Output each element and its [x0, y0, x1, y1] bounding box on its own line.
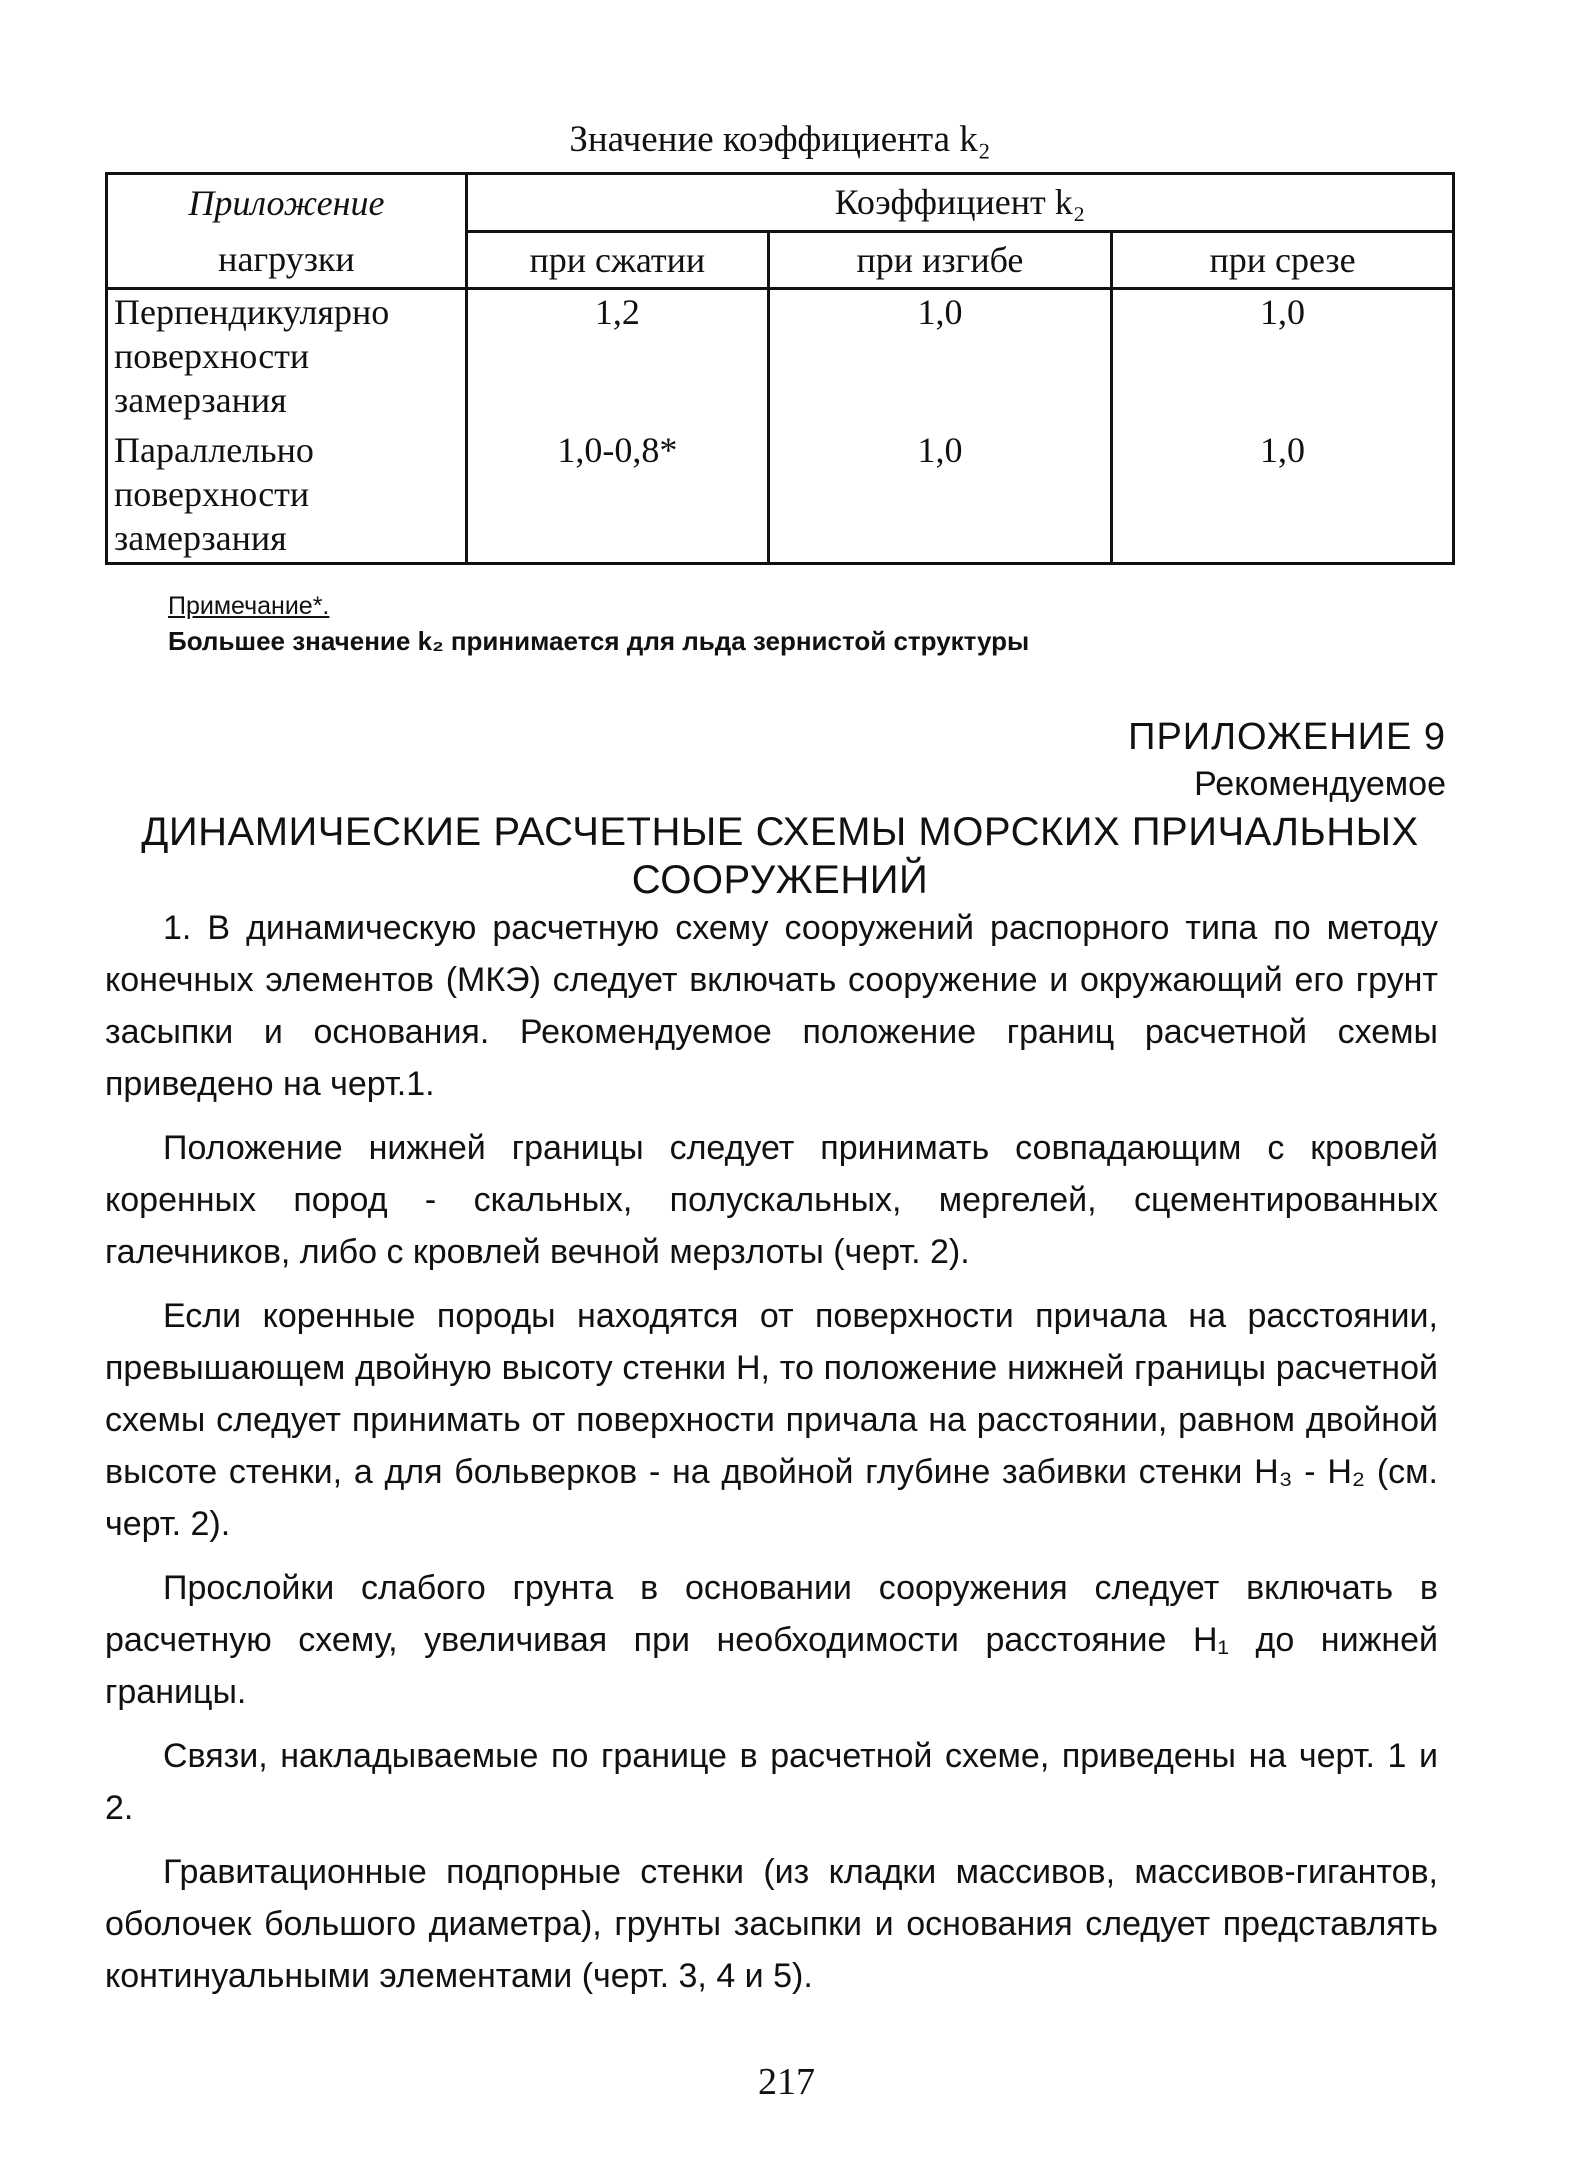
body-text	[105, 902, 1438, 2014]
header-load-line1: Приложение	[188, 183, 385, 223]
header-load-line2: нагрузки	[218, 239, 355, 279]
paragraph: 1. В динамическую расчетную схему сооружений распорного типа по методу конечных элементов (МКЭ) следует включать сооружение и окружающий его грунт засыпки и основания. Рекомендуемое положение границ расчетной схемы приведено на черт.1.	[105, 909, 1438, 1103]
table-row	[107, 428, 1454, 564]
paragraph: Положение нижней границы следует принимать совпадающим с кровлей коренных пород - скальных, полускальных, мергелей, сцементированных галечников, либо с кровлей вечной мерзлоты (черт. 2).	[105, 1129, 1438, 1271]
appendix-title-line2: СООРУЖЕНИЙ	[631, 858, 929, 902]
appendix-number: ПРИЛОЖЕНИЕ 9	[1128, 716, 1446, 758]
paragraph: Гравитационные подпорные стенки (из кладки массивов, массивов-гигантов, оболочек большого диаметра), грунты засыпки и основания следует представлять континуальными элементами (черт. 3, 4 и 5).	[105, 1853, 1438, 1995]
paragraph: Связи, накладываемые по границе в расчетной схеме, приведены на черт. 1 и 2.	[105, 1737, 1438, 1827]
cell-value: 1,0	[1112, 289, 1454, 429]
cell-value: 1,2	[466, 289, 768, 429]
header-shear: при срезе	[1112, 231, 1454, 289]
appendix-title	[100, 808, 1460, 904]
cell-value: 1,0-0,8*	[466, 428, 768, 564]
table-note-title: Примечание*.	[168, 592, 330, 620]
header-coefficient-group: Коэффициент k₂	[466, 174, 1453, 232]
table-header-row	[107, 174, 1454, 232]
appendix-title-line1: ДИНАМИЧЕСКИЕ РАСЧЕТНЫЕ СХЕМЫ МОРСКИХ ПРИЧАЛЬНЫХ	[141, 810, 1419, 854]
table-row	[107, 289, 1454, 429]
cell-value: 1,0	[768, 428, 1111, 564]
header-load-application	[107, 174, 467, 289]
header-compression: при сжатии	[466, 231, 768, 289]
paragraph: Прослойки слабого грунта в основании сооружения следует включать в расчетную схему, увеличивая при необходимости расстояние H₁ до нижней границы.	[105, 1569, 1438, 1711]
page-number: 217	[758, 2061, 815, 2103]
table-caption: Значение коэффициента k₂	[569, 119, 991, 160]
appendix-status: Рекомендуемое	[1194, 765, 1446, 803]
row-label-parallel: Параллельно поверхности замерзания	[107, 428, 467, 564]
cell-value: 1,0	[1112, 428, 1454, 564]
cell-value: 1,0	[768, 289, 1111, 429]
table-note-text: Большее значение k₂ принимается для льда зернистой структуры	[168, 626, 1030, 656]
row-label-perpendicular: Перпендикулярно поверхности замерзания	[107, 289, 467, 429]
header-bending: при изгибе	[768, 231, 1111, 289]
paragraph: Если коренные породы находятся от поверхности причала на расстоянии, превышающем двойную высоту стенки H, то положение нижней границы расчетной схемы следует принимать от поверхности причала на расстоянии, равном двойной высоте стенки, а для больверков - на двойной глубине забивки стенки H₃ - H₂ (см. черт. 2).	[105, 1297, 1438, 1543]
coefficient-table	[105, 172, 1455, 565]
